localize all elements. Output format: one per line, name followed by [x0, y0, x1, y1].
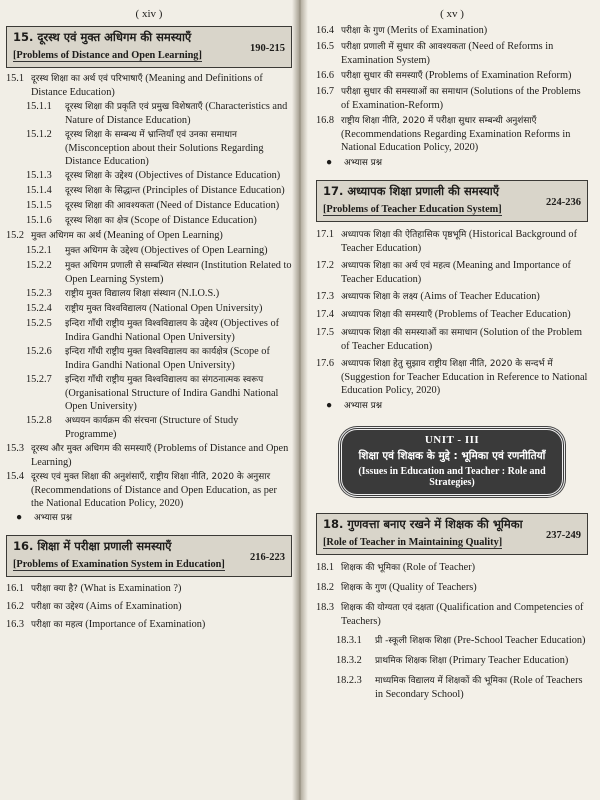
- toc-entry: 18.2.3 माध्यमिक विद्यालय में शिक्षकों की भूमिका (Role of Teachers in Secondary School): [336, 675, 583, 700]
- toc-entry: 18.1 शिक्षक की भूमिका (Role of Teacher): [316, 562, 476, 573]
- toc-entry: 16.3 परीक्षा का महत्व (Importance of Examination): [6, 619, 206, 630]
- right-page: [302, 0, 600, 800]
- toc-entry: 17.5 अध्यापक शिक्षा की समस्याओं का समाधान (Solution of the Problem of Teacher Education): [316, 327, 583, 352]
- toc-entry: 15.1.4 दूरस्थ शिक्षा के सिद्धान्त (Principles of Distance Education): [26, 185, 285, 196]
- toc-entry: 15.2.6 इन्दिरा गाँधी राष्ट्रीय मुक्त विश्वविद्यालय का कार्यक्षेत्र (Scope of Indira Gandhi National Open University): [26, 346, 270, 371]
- chapter-title: 15. दूरस्थ एवं मुक्त अधिगम की समस्याएँ: [13, 30, 192, 44]
- chapter-17-header: [316, 180, 588, 222]
- chapter-16-header: [6, 535, 292, 577]
- page-number: ( xv ): [440, 8, 464, 20]
- chapter-page-range: 237-249: [546, 530, 581, 541]
- unit-label: UNIT - III: [424, 434, 480, 446]
- toc-entry: 18.3.1 प्री -स्कूली शिक्षक शिक्षा (Pre-School Teacher Education): [336, 635, 586, 646]
- chapter-english-title: [Role of Teacher in Maintaining Quality]: [323, 537, 503, 548]
- chapter-16-contents-continued: [316, 24, 588, 170]
- book-gutter: [292, 0, 308, 800]
- toc-entry: 15.3 दूरस्थ और मुक्त अधिगम की समस्याएँ (Problems of Distance and Open Learning): [6, 443, 289, 468]
- chapter-16-contents: [6, 577, 292, 632]
- chapter-page-range: 224-236: [546, 197, 581, 208]
- unit-banner: [339, 427, 565, 497]
- unit-hindi-title: शिक्षा एवं शिक्षक के मुद्दे : भूमिका एवं रणनीतियाँ: [358, 450, 546, 462]
- chapter-english-title: [Problems of Examination System in Education]: [13, 559, 225, 570]
- toc-entry: 16.6 परीक्षा सुधार की समस्याएँ (Problems of Examination Reform): [316, 70, 572, 81]
- toc-entry: 18.3 शिक्षक की योग्यता एवं दक्षता (Qualification and Competencies of Teachers): [316, 602, 584, 627]
- chapter-title: 18. गुणवत्ता बनाए रखने में शिक्षक की भूमिका: [323, 517, 523, 531]
- toc-entry: 17.2 अध्यापक शिक्षा का अर्थ एवं महत्व (Meaning and Importance of Teacher Education): [316, 260, 571, 285]
- toc-entry: 16.7 परीक्षा सुधार की समस्याओं का समाधान (Solutions of the Problems of Examination-Reform): [316, 86, 581, 111]
- bullet-icon: ●: [16, 512, 23, 523]
- toc-entry: 15.2.3 राष्ट्रीय मुक्त विद्यालय शिक्षा संस्थान (N.I.O.S.): [26, 288, 220, 299]
- toc-entry: 17.1 अध्यापक शिक्षा की ऐतिहासिक पृष्ठभूमि (Historical Background of Teacher Education): [316, 229, 577, 254]
- toc-entry: 15.2.5 इन्दिरा गाँधी राष्ट्रीय मुक्त विश्वविद्यालय के उद्देश्य (Objectives of Indira Gandhi National Open University): [26, 318, 280, 343]
- toc-entry: 15.1.2 दूरस्थ शिक्षा के सम्बन्ध में भ्रान्तियाँ एवं उनका समाधान (Misconception about their Solutions Regarding Distance Education): [26, 129, 264, 167]
- toc-entry: 15.1.1 दूरस्थ शिक्षा की प्रकृति एवं प्रमुख विशेषताएँ (Characteristics and Nature of Distance Education): [26, 101, 288, 126]
- toc-entry: 16.4 परीक्षा के गुण (Merits of Examination): [316, 25, 488, 36]
- toc-entry: 16.8 राष्ट्रीय शिक्षा नीति, 2020 में परीक्षा सुधार सम्बन्धी अनुशंसाएँ (Recommendations Regarding Examination Reforms in National Education Policy, 2020): [316, 115, 571, 153]
- chapter-page-range: 216-223: [250, 552, 285, 563]
- toc-entry: 18.2 शिक्षक के गुण (Quality of Teachers): [316, 582, 477, 593]
- toc-entry: 15.4 दूरस्थ एवं मुक्त शिक्षा की अनुशंसाएँ, राष्ट्रीय शिक्षा नीति, 2020 के अनुसार (Recommendations of Distance and Open Education, as per the National Education Policy, 2020): [6, 471, 277, 509]
- exercise-bullet: ● अभ्यास प्रश्न: [16, 512, 73, 523]
- toc-entry: 15.2.2 मुक्त अधिगम प्रणाली से सम्बन्धित संस्थान (Institution Related to Open Learning System): [26, 260, 292, 285]
- toc-entry: 15.1.5 दूरस्थ शिक्षा की आवश्यकता (Need of Distance Education): [26, 200, 280, 211]
- chapter-english-title: [Problems of Teacher Education System]: [323, 204, 502, 215]
- unit-english-title: (Issues in Education and Teacher : Role and Strategies): [358, 466, 546, 488]
- toc-entry: 15.2 मुक्त अधिगम का अर्थ (Meaning of Open Learning): [6, 230, 223, 241]
- toc-entry: 15.1.3 दूरस्थ शिक्षा के उद्देश्य (Objectives of Distance Education): [26, 170, 281, 181]
- chapter-page-range: 190-215: [250, 43, 285, 54]
- chapter-title: 16. शिक्षा में परीक्षा प्रणाली समस्याएँ: [13, 539, 172, 553]
- toc-entry: 17.3 अध्यापक शिक्षा के लक्ष्य (Aims of Teacher Education): [316, 291, 540, 302]
- chapter-18-header: [316, 513, 588, 555]
- toc-entry: 15.2.8 अध्ययन कार्यक्रम की संरचना (Structure of Study Programme): [26, 415, 239, 440]
- bullet-icon: ●: [326, 157, 333, 168]
- chapter-english-title: [Problems of Distance and Open Learning]: [13, 50, 202, 61]
- exercise-bullet: ● अभ्यास प्रश्न: [326, 400, 383, 411]
- chapter-15-header: [6, 26, 292, 68]
- page-number: ( xiv ): [135, 8, 163, 20]
- toc-entry: 15.2.1 मुक्त अधिगम के उद्देश्य (Objectives of Open Learning): [26, 245, 268, 256]
- toc-entry: 17.6 अध्यापक शिक्षा हेतु सुझाव राष्ट्रीय शिक्षा नीति, 2020 के सन्दर्भ में (Suggestion for Teacher Education in Reference to National Education Policy, 2020): [316, 358, 588, 396]
- toc-entry: 15.1 दूरस्थ शिक्षा का अर्थ एवं परिभाषाएँ (Meaning and Definitions of Distance Education): [6, 73, 263, 98]
- toc-entry: 17.4 अध्यापक शिक्षा की समस्याएँ (Problems of Teacher Education): [316, 309, 571, 320]
- toc-entry: 15.1.6 दूरस्थ शिक्षा का क्षेत्र (Scope of Distance Education): [26, 215, 257, 226]
- toc-entry: 16.5 परीक्षा प्रणाली में सुधार की आवश्यकता (Need of Reforms in Examination System): [316, 41, 554, 66]
- toc-entry: 16.1 परीक्षा क्या है? (What is Examination ?): [6, 583, 182, 594]
- chapter-15-contents: [6, 68, 292, 525]
- chapter-18-contents: [316, 555, 588, 701]
- exercise-bullet: ● अभ्यास प्रश्न: [326, 157, 383, 168]
- toc-entry: 16.2 परीक्षा का उद्देश्य (Aims of Examination): [6, 601, 182, 612]
- toc-entry: 15.2.7 इन्दिरा गाँधी राष्ट्रीय मुक्त विश्वविद्यालय का संगठनात्मक स्वरूप (Organisational Structure of Indira Gandhi National Open University): [26, 374, 279, 412]
- toc-entry: 15.2.4 राष्ट्रीय मुक्त विश्वविद्यालय (National Open University): [26, 303, 263, 314]
- chapter-17-contents: [316, 222, 588, 413]
- toc-entry: 18.3.2 प्राथमिक शिक्षक शिक्षा (Primary Teacher Education): [336, 655, 569, 666]
- bullet-icon: ●: [326, 400, 333, 411]
- chapter-title: 17. अध्यापक शिक्षा प्रणाली की समस्याएँ: [323, 184, 500, 198]
